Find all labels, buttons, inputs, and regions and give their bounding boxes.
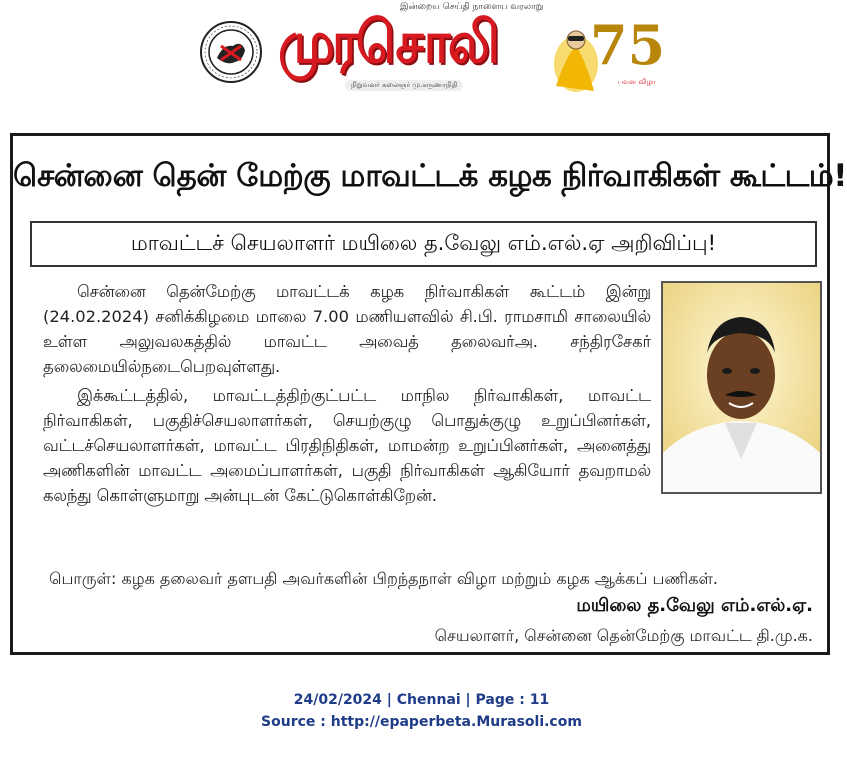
article-body <box>43 279 651 508</box>
portrait-image-icon <box>663 283 820 492</box>
article-subheading: மாவட்டச் செயலாளர் மயிலை த.வேலு எம்.எல்.ஏ அறிவிப்பு! <box>130 230 717 255</box>
party-seal-icon <box>199 20 263 84</box>
article-headline: சென்னை தென் மேற்கு மாவட்டக் கழக நிர்வாகிகள் கூட்டம்! <box>13 158 847 194</box>
signature-title: செயலாளர், சென்னை தென்மேற்கு மாவட்ட தி.மு.க. <box>434 626 813 645</box>
footer-dateline: 24/02/2024 | Chennai | Page : 11 <box>293 692 550 708</box>
article-frame <box>10 133 847 655</box>
anniversary-caption: பவள விழா <box>618 78 656 86</box>
body-paragraph-1: சென்னை தென்மேற்கு மாவட்டக் கழக நிர்வாகிகள் கூட்டம் இன்று (24.02.2024) சனிக்கிழமை மாலை 7.00 மணியளவில் சி.பி. ராமசாமி சாலையில் உள்ள அலுவலகத்தில் மாவட்ட அவைத் தலைவர்அ. சந்திரசேகர் தலைமையில்நடைபெறவுள்ளது. <box>43 282 651 376</box>
article-subject: பொருள்: கழக தலைவர் தளபதி அவர்களின் பிறந்தநாள் விழா மற்றும் கழக ஆக்கப் பணிகள். <box>49 569 718 588</box>
body-paragraph-2: இக்கூட்டத்தில், மாவட்டத்திற்குட்பட்ட மாநில நிர்வாகிகள், மாவட்ட நிர்வாகிகள், பகுதிச்செயலாளர்கள், செயற்குழு பொதுக்குழு உறுப்பினர்கள், வட்டச்செயலாளர்கள், மாவட்ட பிரதிநிதிகள், மாமன்ற உறுப்பினர்கள், அனைத்து அணிகளின் மாவட்ட அமைப்பாளர்கள், பகுதி நிர்வாகிகள் ஆகியோர் தவறாமல் கலந்து கொள்ளுமாறு அன்புடன் கேட்டுகொள்கிறேன். <box>43 386 651 505</box>
murasoli-logo: முரசொலி <box>278 8 498 76</box>
masthead-tagline: இன்றைய செய்தி நாளைய வரலாறு <box>400 2 544 12</box>
portrait-photo <box>661 281 822 494</box>
signature-name: மயிலை த.வேலு எம்.எல்.ஏ. <box>576 595 813 616</box>
footer <box>0 689 843 733</box>
anniversary-number: 75 <box>590 13 666 77</box>
anniversary-75-emblem-icon <box>546 6 666 98</box>
masthead <box>0 0 843 110</box>
logo-subtitle: நிறுவனர் கலைஞர் மு.கருணாநிதி <box>345 80 463 91</box>
footer-source: Source : http://epaperbeta.Murasoli.com <box>261 714 582 730</box>
subheading-box <box>30 221 817 267</box>
